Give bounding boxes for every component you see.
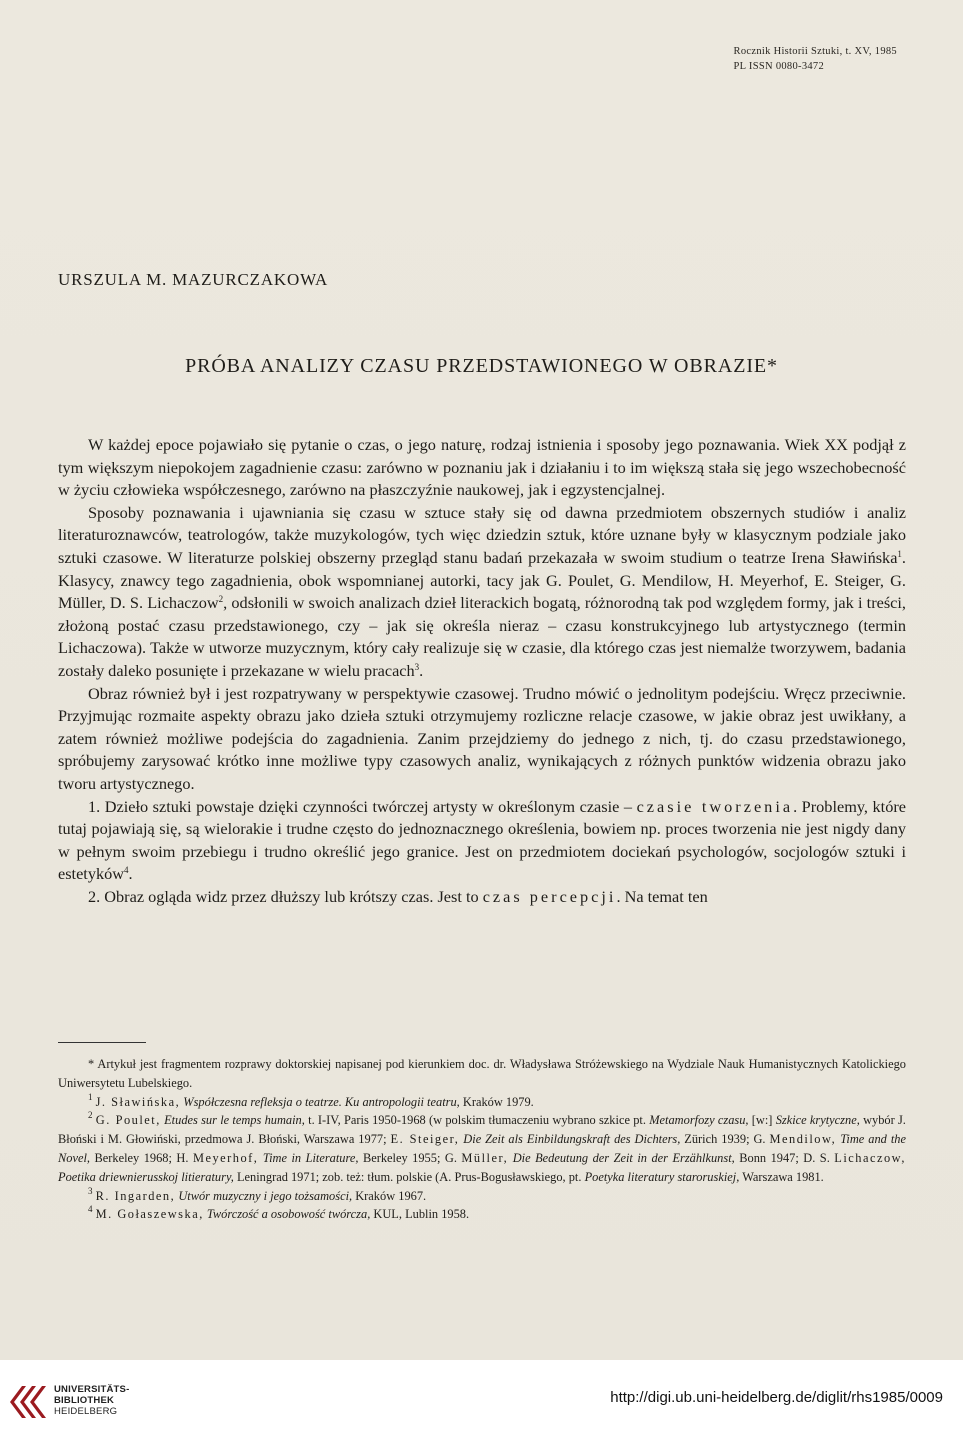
footnote-ref-2[interactable]: 2 [218, 594, 224, 605]
footnote-number: 2 [88, 1110, 93, 1121]
permalink-url[interactable]: http://digi.ub.uni-heidelberg.de/diglit/rhs1985/0009 [610, 1389, 943, 1406]
footnote-2 [58, 1111, 906, 1186]
library-logo-icon [6, 1380, 50, 1424]
footnote-work: Poetika driewnierusskoj litieratury, [58, 1169, 234, 1184]
footnote-number: 4 [88, 1204, 93, 1215]
spaced-term: czas percepcji [482, 886, 617, 906]
footnote-author: M. Gołaszewska, [95, 1207, 204, 1222]
footnote-author: J. Sławińska, [95, 1094, 181, 1109]
footnote-number: 1 [88, 1091, 93, 1102]
footnote-text: Berkeley 1968; H. [94, 1150, 189, 1165]
footnote-number: 3 [88, 1185, 93, 1196]
footnote-text: Leningrad 1971; zob. też: tłum. polskie (A. Prus-Bogusławskiego, pt. [236, 1169, 582, 1184]
footnote-work: Szkice krytyczne, [775, 1113, 860, 1128]
paragraph-text: W każdej epoce pojawiało się pytanie o czas, o jego naturę, rodzaj istnienia i sposoby jego poznawania. Wiek XX podjął z tym większym niepokojem zagadnienie czasu: zarówno w poznaniu jak i działaniu i to im większą stała się jego wszechobecność w życiu człowieka współczesnego, zarówno na płaszczyźnie naukowej, jak i egzystencjalnej. [58, 435, 906, 500]
library-name [54, 1384, 129, 1417]
footnote-text: t. I-IV, Paris 1950-1968 (w polskim tłumaczeniu wybrano szkice pt. [308, 1113, 646, 1128]
article-title: PRÓBA ANALIZY CZASU PRZEDSTAWIONEGO W OBRAZIE* [185, 355, 778, 377]
paragraph-text: Sposoby poznawania i ujawniania się czasu w sztuce stały się od dawna przedmiotem obszernych studiów i analiz literaturoznawców, teatrologów, także muzykologów, tych więc dziedzin sztuk, które uznane były w klasycznym podziale jako sztuki czasowe. W literaturze polskiej obszerny przegląd stanu badań przekazała w swoim studium o teatrze Irena Sławińska [58, 502, 906, 567]
footnote-author: Mendilow, [769, 1132, 837, 1147]
footnote-text: Zürich 1939; G. [684, 1132, 766, 1147]
paragraph-text: , odsłonili w swoich analizach dzieł literackich bogatą, różnorodną tak pod względem formy, jak i treści, złożoną postać czasu przedstawionego, czy – jak się określa nieraz – czasu konstrukcyjnego lub artystycznego (termin Lichaczowa). Także w utworze muzycznym, który cały realizuje się w czasie, dla którego czas jest niemalże tworzywem, badania zostały daleko posunięte i przekazane w wielu pracach [58, 593, 906, 680]
footnote-work: Die Zeit als Einbildungskraft des Dichters, [463, 1132, 681, 1147]
footnotes [58, 1055, 906, 1224]
paragraph-1 [58, 434, 906, 502]
footnote-ref-4[interactable]: 4 [124, 865, 129, 876]
footnote-text: [w:] [751, 1113, 773, 1128]
footnote-text: Kraków 1967. [355, 1188, 427, 1203]
footnote-1 [58, 1093, 906, 1112]
library-name-line: UNIVERSITÄTS- [54, 1384, 130, 1395]
footnote-author: Müller, [461, 1150, 509, 1165]
footnote-work: Time and the Novel, [58, 1132, 906, 1165]
footnote-work: Współczesna refleksja o teatrze. Ku antropologii teatru, [183, 1094, 460, 1109]
footnote-work: Etudes sur le temps humain, [164, 1113, 305, 1128]
paragraph-3 [58, 683, 906, 796]
footnote-author: Lichaczow, [834, 1150, 906, 1165]
footnote-author: R. Ingarden, [95, 1188, 176, 1203]
footnote-work: Die Bedeutung der Zeit in der Erzählkunst, [512, 1150, 735, 1165]
paragraph-text: . [419, 660, 424, 680]
paragraph-text: 2. Obraz ogląda widz przez dłuższy lub krótszy czas. Jest to [88, 886, 479, 906]
paragraph-4 [58, 796, 906, 886]
footnote-text: Warszawa 1981. [742, 1169, 824, 1184]
library-name-line: BIBLIOTHEK [54, 1395, 115, 1406]
footnote-ref-1[interactable]: 1 [897, 548, 902, 559]
library-name-line: HEIDELBERG [54, 1406, 118, 1417]
paragraph-text: . Problemy, które tutaj pojawiają się, są wielorakie i trudne często do jednoznacznego określenia, bowiem np. proces tworzenia nie jest nigdy dany w pełnym swoim przebiegu i trudno określić jego granice. Jest on przedmiotem dociekań psychologów, socjologów sztuki i estetyków [58, 796, 906, 884]
footnote-author: E. Steiger, [390, 1132, 460, 1147]
footnote-work: Metamorfozy czasu, [649, 1113, 749, 1128]
paragraph-text: . [128, 864, 133, 884]
journal-citation: Rocznik Historii Sztuki, t. XV, 1985 [733, 46, 897, 57]
journal-header [734, 44, 897, 74]
footnote-work: Time in Literature, [262, 1150, 359, 1165]
journal-issn: PL ISSN 0080-3472 [733, 61, 825, 72]
footnote-text: KUL, Lublin 1958. [373, 1207, 470, 1222]
article-body [58, 434, 906, 908]
paragraph-text: . Klasycy, znawcy tego zagadnienia, obok wspomnianej autorki, tacy jak G. Poulet, G. Mendilow, H. Meyerhof, E. Steiger, G. Müller, D. S. Lichaczow [58, 547, 906, 613]
footnote-work: Poetyka literatury staroruskiej, [584, 1169, 740, 1184]
footnote-author: G. Poulet, [95, 1113, 161, 1128]
paragraph-5 [58, 886, 906, 909]
footnote-3 [58, 1187, 906, 1206]
viewer-footer [0, 1360, 963, 1448]
footnote-text: Bonn 1947; D. S. [739, 1150, 830, 1165]
footnote-text: wybór J. Błoński i M. Głowiński, przedmowa J. Błoński, Warszawa 1977; [58, 1113, 906, 1147]
footnote-work: Utwór muzyczny i jego tożsamości, [178, 1188, 353, 1203]
paragraph-text: . Na temat ten [616, 886, 708, 906]
paragraph-text: Obraz również był i jest rozpatrywany w perspektywie czasowej. Trudno mówić o jednolitym podejściu. Wręcz przeciwnie. Przyjmując rozmaite aspekty obrazu jako dzieła sztuki otrzymujemy rozliczne relacje czasowe, w jakie obraz jest uwikłany, a zatem również możliwe podejścia do zagadnienia. Zanim przejdziemy do jednego z nich, tj. do czasu przedstawionego, spróbujemy zarysować krótko inne możliwe typy czasowych analiz, wynikających z różnych punktów widzenia obrazu jako tworu artystycznego. [58, 683, 906, 793]
spaced-term: czasie tworzenia [636, 796, 794, 816]
footnote-star: * Artykuł jest fragmentem rozprawy doktorskiej napisanej pod kierunkiem doc. dr. Władysława Stróżewskiego na Wydziale Nauk Humanistycznych Katolickiego Uniwersytetu Lubelskiego. [58, 1057, 906, 1090]
footnote-author: Meyerhof, [192, 1150, 259, 1165]
paragraph-2 [58, 502, 906, 683]
footnote-text: Berkeley 1955; G. [362, 1150, 457, 1165]
footnote-4 [58, 1205, 906, 1224]
footnote-divider [58, 1042, 146, 1043]
footnote-ref-3[interactable]: 3 [414, 661, 420, 672]
paragraph-text: 1. Dzieło sztuki powstaje dzięki czynności twórczej artysty w określonym czasie – [88, 796, 633, 816]
footnote-text: Kraków 1979. [462, 1094, 534, 1109]
footnote-work: Twórczość a osobowość twórcza, [206, 1207, 371, 1222]
article-author: URSZULA M. MAZURCZAKOWA [58, 270, 329, 289]
